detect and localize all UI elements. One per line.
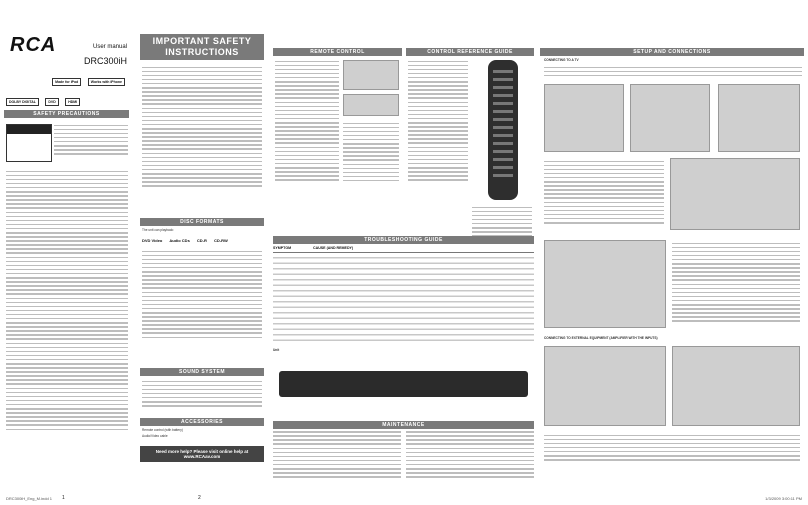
dvd-unit-figure [279, 371, 528, 397]
disc-formats-intro: The unit can playback: [142, 228, 174, 232]
footer-left: DRC300iH_Eng_M.indd 1 [6, 496, 53, 501]
maintenance-text [273, 429, 401, 481]
setup-text-3 [672, 240, 800, 324]
control-ref-header: CONTROL REFERENCE GUIDE [406, 48, 534, 56]
disc-formats-header: DISC FORMATS [140, 218, 264, 226]
coaxial-figure [672, 346, 800, 426]
disc-item: CD-R [196, 238, 207, 243]
accessory-item: Remote control (with battery) [142, 428, 183, 432]
connecting-tv-title: CONNECTING TO A TV [544, 58, 579, 62]
component-video-figure [670, 158, 800, 230]
setup-text-2 [544, 158, 664, 226]
setup-text [544, 64, 802, 79]
disc-items [142, 238, 264, 243]
amplifier-figure [544, 346, 666, 426]
ipod-badges [52, 70, 127, 88]
column-cover [0, 0, 133, 505]
disc-item: DVD Video [142, 238, 163, 243]
footer-right: 1/3/2009 3:00:11 PM [765, 496, 802, 501]
works-with-iphone-badge: Works with iPhone [88, 78, 125, 86]
page-number: 1 [62, 495, 65, 501]
accessories-header: ACCESSORIES [140, 418, 264, 426]
disc-item: Audio CDs [169, 238, 190, 243]
safety-text-2 [6, 168, 128, 433]
troubleshooting-header: TROUBLESHOOTING GUIDE [273, 236, 534, 244]
accessory-item: Audio/Video cable [142, 434, 168, 438]
battery-figure [343, 60, 399, 90]
tv-connection-figure-2 [718, 84, 800, 152]
sound-text [142, 378, 262, 409]
symptom-header: SYMPTOM [273, 246, 292, 250]
remote-control-figure [488, 60, 518, 200]
unit-section [273, 348, 534, 498]
tv-connection-figure [544, 84, 624, 152]
column-important [136, 0, 268, 505]
important-text [142, 64, 262, 189]
safety-text [54, 122, 128, 157]
important-title: IMPORTANT SAFETY INSTRUCTIONS [140, 34, 264, 60]
unit-label: Unit [273, 348, 280, 352]
trouble-col-headers [273, 246, 534, 250]
av-cable-figure [630, 84, 710, 152]
disc-item: CD-RW [214, 238, 228, 243]
maintenance-header: MAINTENANCE [273, 421, 534, 429]
caution-box [6, 124, 52, 162]
dvd-badge: DVD [45, 98, 58, 106]
maintenance-text-2 [406, 429, 534, 481]
model-number: DRC300iH [83, 56, 127, 66]
caution-label [7, 125, 51, 134]
help-banner: Need more help? Please visit online help at www.RCAav.com [140, 446, 264, 462]
setup-header: SETUP AND CONNECTIONS [540, 48, 804, 56]
brand-logo: RCA [10, 34, 57, 56]
remote-header: REMOTE CONTROL [273, 48, 402, 56]
dolby-badge: DOLBY DIGITAL [6, 98, 39, 106]
user-manual-label: User manual [92, 44, 127, 50]
safety-header: SAFETY PRECAUTIONS [4, 110, 129, 118]
page-number: 2 [198, 495, 201, 501]
remote-text [275, 58, 339, 183]
external-amp-title: CONNECTING TO EXTERNAL EQUIPMENT (AMPLIFIER WITH THE INPUTS) [544, 336, 658, 340]
cause-header: CAUSE (AND REMEDY) [313, 246, 354, 250]
disc-text [142, 248, 262, 341]
battery-figure-2 [343, 94, 399, 116]
remote-buttons [493, 70, 513, 180]
column-setup [540, 0, 808, 505]
format-badges [6, 90, 82, 108]
control-list [408, 58, 468, 183]
setup-notes [544, 432, 800, 463]
trouble-table [273, 252, 534, 341]
hdmi-connection-figure [544, 240, 666, 328]
sound-system-header: SOUND SYSTEM [140, 368, 264, 376]
troubleshooting-section [273, 236, 534, 346]
made-for-ipod-badge: Made for iPod [52, 78, 81, 86]
hdmi-badge: HDMI [65, 98, 80, 106]
remote-text-2 [343, 120, 399, 184]
